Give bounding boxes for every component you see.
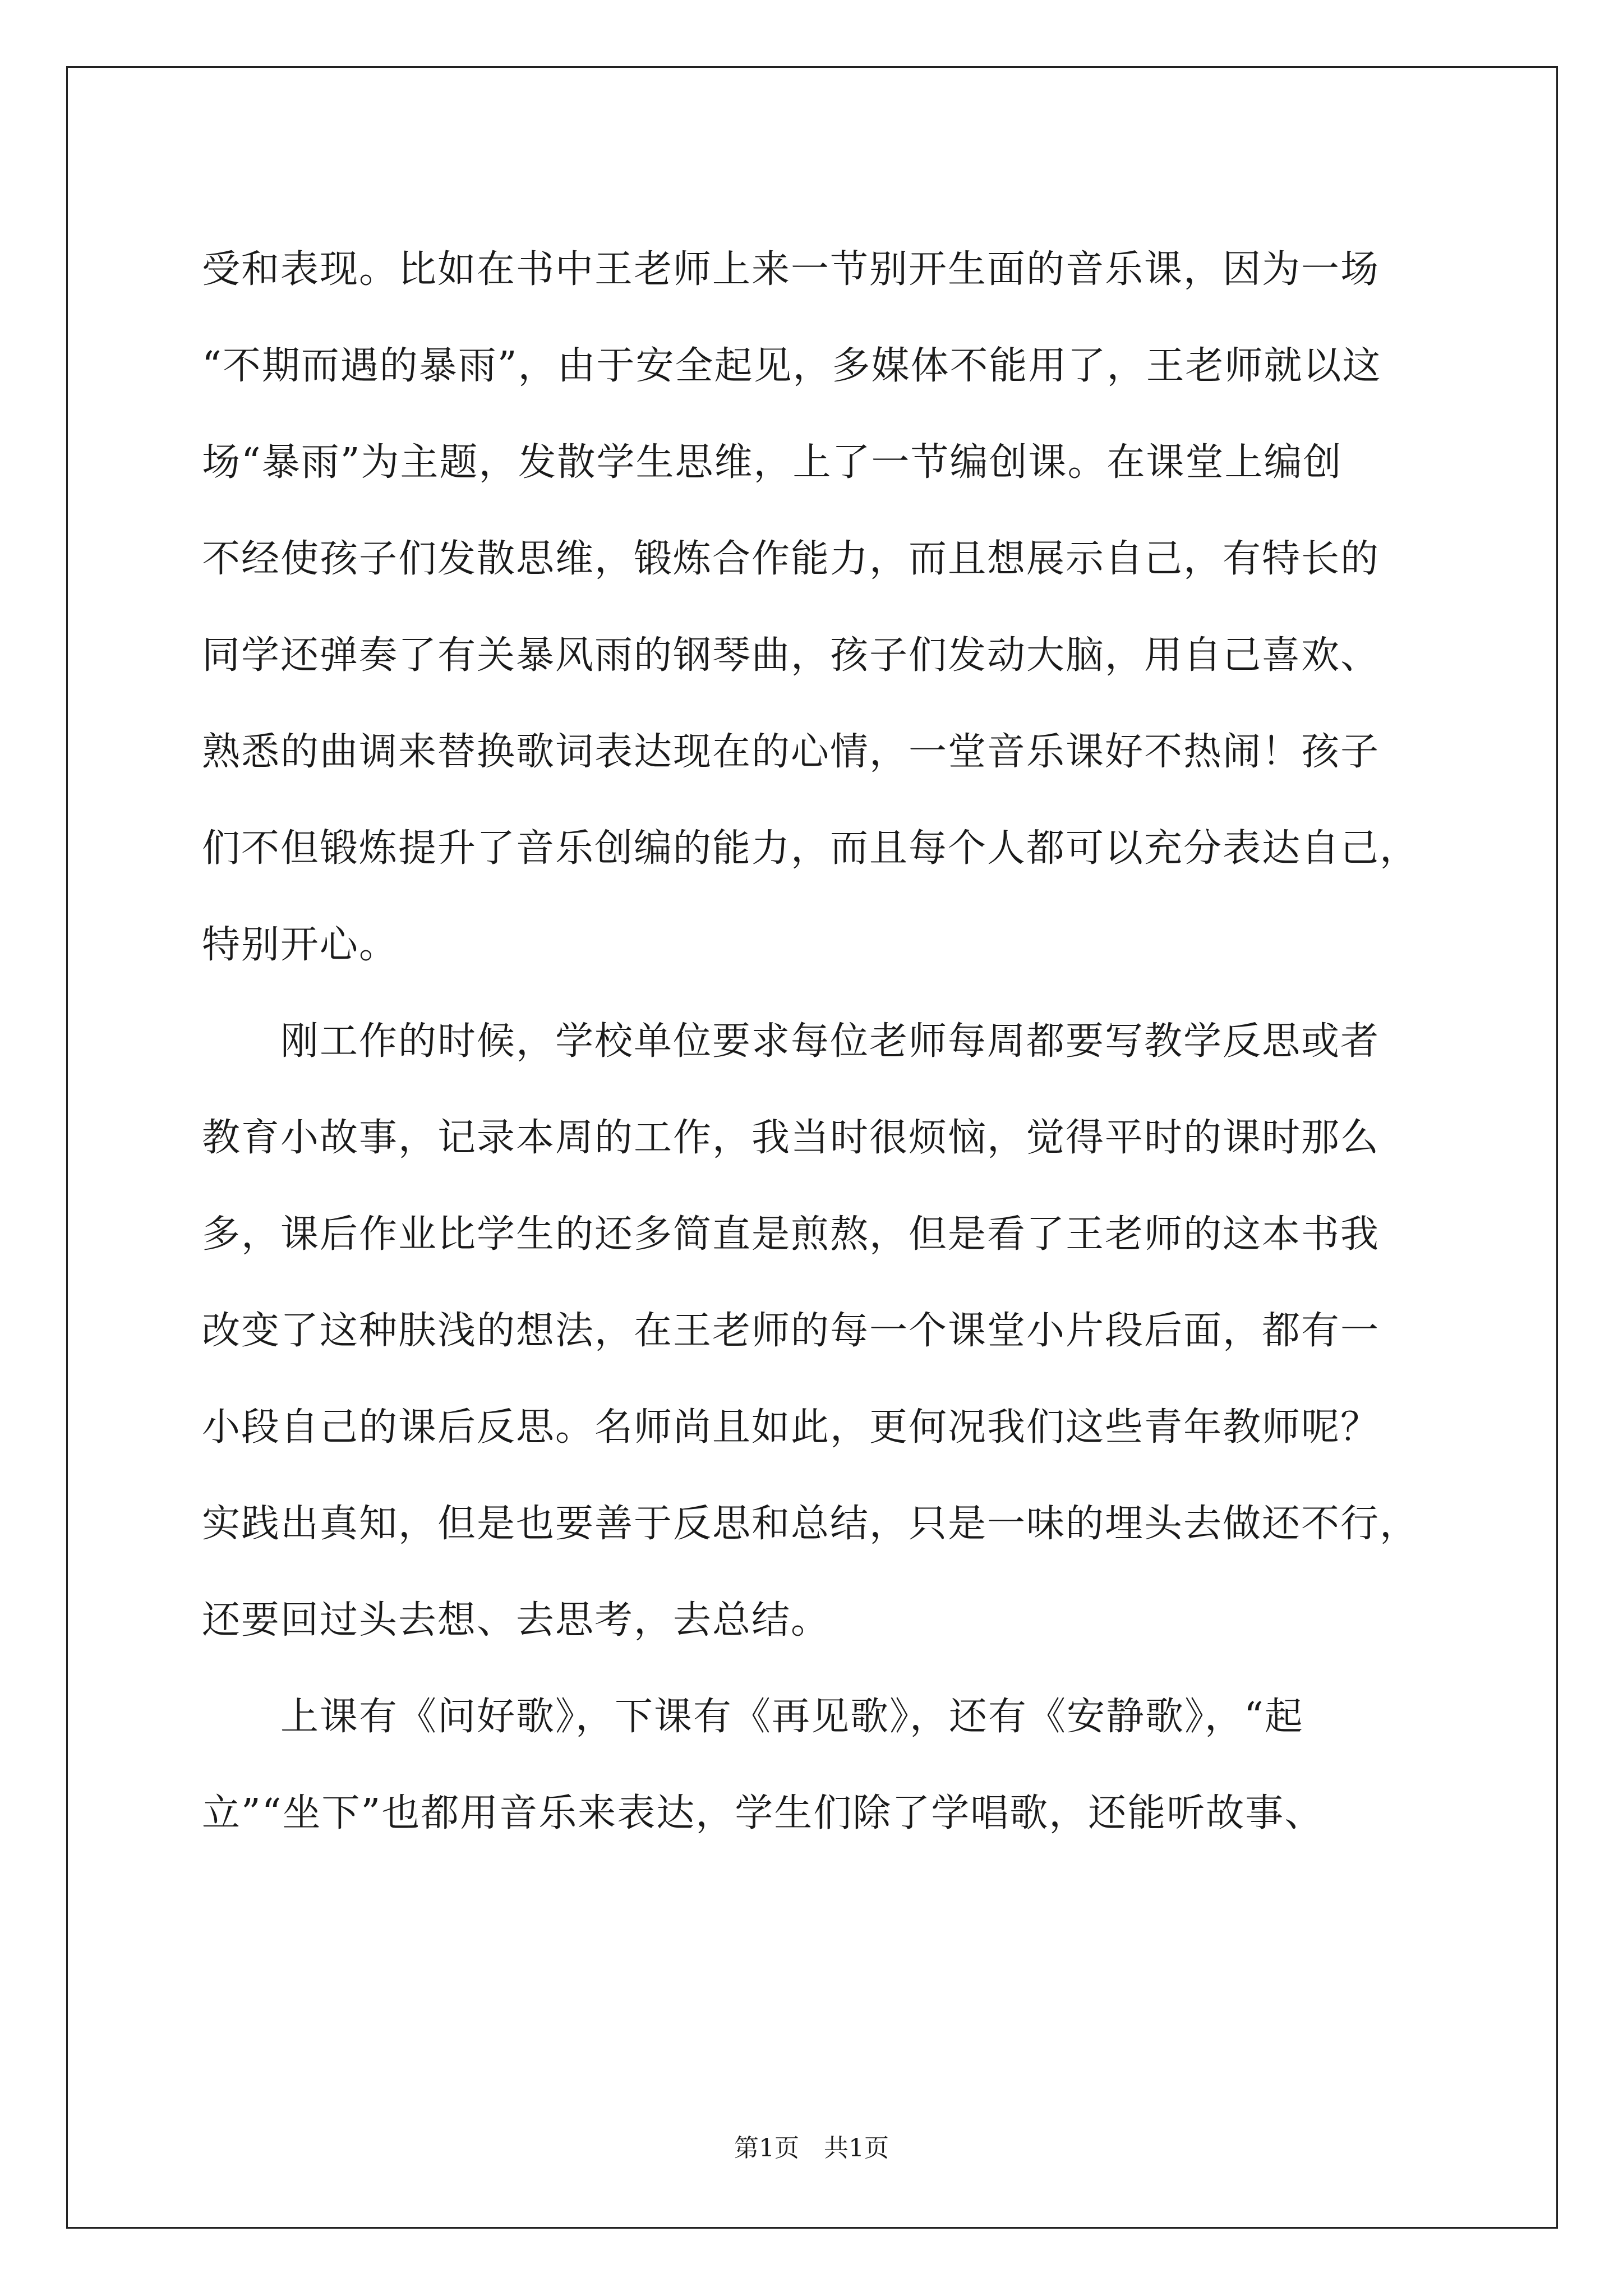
- text-line: 特别开心。: [202, 923, 399, 967]
- text-line: 立”“坐下”也都用音乐来表达，学生们除了学唱歌，还能听故事、: [202, 1791, 1324, 1835]
- text-line: 熟悉的曲调来替换歌词表达现在的心情，一堂音乐课好不热闹！孩子: [202, 730, 1380, 774]
- text-line: 实践出真知，但是也要善于反思和总结，只是一味的埋头去做还不行，: [202, 1502, 1419, 1546]
- page-footer: 第1页 共1页: [734, 2134, 889, 2162]
- text-line: 刚工作的时候，学校单位要求每位老师每周都要写教学反思或者: [202, 1019, 1380, 1064]
- paragraph-3: [202, 1669, 1430, 1862]
- text-line: 同学还弹奏了有关暴风雨的钢琴曲，孩子们发动大脑，用自己喜欢、: [202, 633, 1380, 678]
- text-line: 不经使孩子们发散思维，锻炼合作能力，而且想展示自己，有特长的: [202, 537, 1380, 581]
- text-line: 受和表现。比如在书中王老师上来一节别开生面的音乐课，因为一场: [202, 247, 1380, 292]
- text-line: 还要回过头去想、去思考，去总结。: [202, 1598, 831, 1642]
- text-line: 改变了这种肤浅的想法，在王老师的每一个课堂小片段后面，都有一: [202, 1309, 1380, 1353]
- text-line: 教育小故事，记录本周的工作，我当时很烦恼，觉得平时的课时那么: [202, 1116, 1380, 1160]
- text-line: 小段自己的课后反思。名师尚且如此，更何况我们这些青年教师呢？: [202, 1405, 1380, 1450]
- document-body: [202, 222, 1430, 1862]
- text-line: 场“暴雨”为主题，发散学生思维，上了一节编创课。在课堂上编创: [202, 440, 1343, 485]
- text-line: 多，课后作业比学生的还多简直是煎熬，但是看了王老师的这本书我: [202, 1212, 1380, 1257]
- text-line: 上课有《问好歌》，下课有《再见歌》，还有《安静歌》，“起: [202, 1695, 1304, 1739]
- text-line: “不期而遇的暴雨”，由于安全起见，多媒体不能用了，王老师就以这: [202, 344, 1382, 388]
- text-line: 们不但锻炼提升了音乐创编的能力，而且每个人都可以充分表达自己，: [202, 826, 1419, 871]
- paragraph-1: [202, 222, 1430, 993]
- paragraph-2: [202, 993, 1430, 1669]
